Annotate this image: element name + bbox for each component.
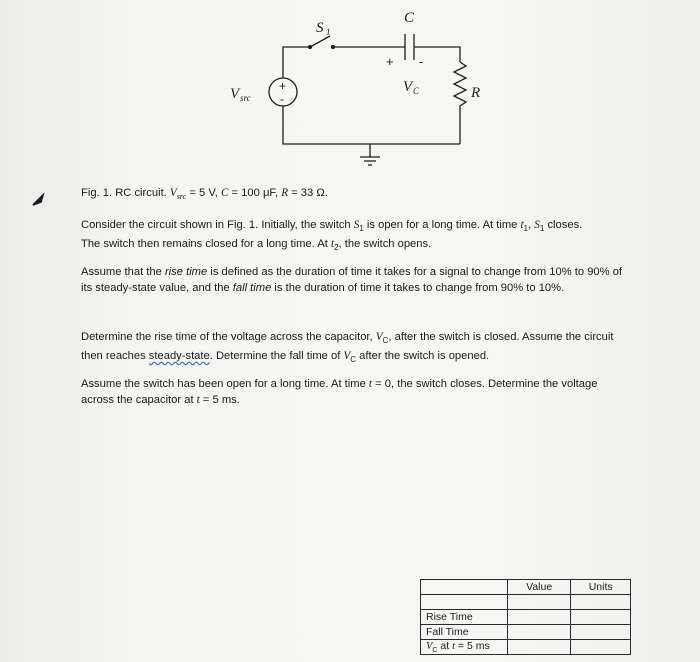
units-input-cell[interactable]	[571, 640, 631, 655]
source-minus: -	[280, 92, 284, 106]
table-row-label: Rise Time	[421, 610, 508, 625]
resistor-zigzag	[454, 62, 466, 144]
value-input-cell[interactable]	[508, 595, 571, 610]
rc-circuit-diagram	[0, 0, 700, 180]
table-row-label	[421, 595, 508, 610]
value-input-cell[interactable]	[508, 610, 571, 625]
switch-blade	[310, 36, 330, 47]
capacitor-label: C	[404, 10, 415, 26]
table-header-row	[421, 580, 631, 595]
paragraph-rise-fall-definition: Assume that the rise time is defined as the duration of time it takes for a signal to change from 10% to 90% of its steady-state value, and the fall time is the duration of time it takes to change from 90% to 10%.	[81, 266, 623, 294]
arrow-mark-icon	[30, 192, 48, 210]
switch-label: S	[316, 20, 324, 36]
resistor-label: R	[471, 85, 481, 101]
paragraph-voltage-question: Assume the switch has been open for a long time. At time t = 0, the switch closes. Determine the voltage across the capacitor at t = 5 ms.	[81, 378, 598, 406]
table-row-label: Fall Time	[421, 625, 508, 640]
wire-bottom	[283, 106, 460, 144]
table-header-cell	[421, 580, 508, 595]
figure-caption: Fig. 1. RC circuit. $V_{src} = 5$ V, C = 100 μF, R = 33 Ω.	[81, 187, 328, 202]
table-header-cell: Value	[508, 580, 571, 595]
value-input-cell[interactable]	[508, 625, 571, 640]
steady-state-spellcheck: steady-state	[148, 349, 210, 362]
capacitor-minus: -	[419, 54, 424, 69]
table-header-cell: Units	[571, 580, 631, 595]
value-input-cell[interactable]	[508, 640, 571, 655]
source-plus: +	[279, 79, 287, 93]
units-input-cell[interactable]	[571, 595, 631, 610]
vc-label-sub: C	[413, 86, 420, 96]
switch-label-sub: 1	[326, 27, 331, 37]
table-row	[421, 610, 631, 625]
switch-contact	[309, 46, 312, 49]
table-row	[421, 625, 631, 640]
table-row	[421, 595, 631, 610]
vc-label: V	[403, 79, 413, 95]
source-label: V	[230, 86, 240, 102]
units-input-cell[interactable]	[571, 610, 631, 625]
capacitor-plus: +	[386, 54, 394, 69]
wire-top-left	[283, 47, 310, 78]
paragraph-rise-fall-question: Determine the rise time of the voltage across the capacitor, $V_C$, after the switch is closed. Assume the circuit then reaches steady-state. Determine the fall time of $V_C$ after the switch is opened.	[81, 331, 614, 364]
table-row-label: $V_C$ at t = 5 ms	[421, 640, 508, 655]
units-input-cell[interactable]	[571, 625, 631, 640]
source-label-sub: src	[240, 93, 251, 103]
paragraph-switch-description: Consider the circuit shown in Fig. 1. Initially, the switch $S_1$ is open for a long time. At time $t_1$, $S_1$ closes. The switch then remains closed for a long time. At $t_2$, the switch opens.	[81, 219, 583, 252]
table-row	[421, 640, 631, 655]
answer-table	[420, 579, 631, 655]
